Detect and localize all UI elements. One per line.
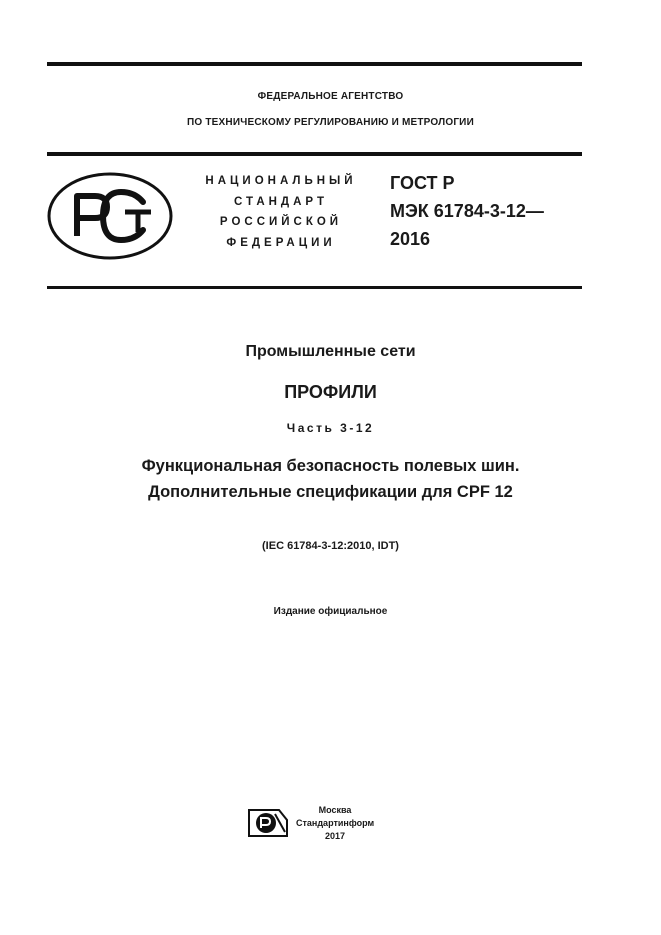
agency-name-line2: ПО ТЕХНИЧЕСКОМУ РЕГУЛИРОВАНИЮ И МЕТРОЛОГИИ [187, 117, 474, 128]
document-subtitle [0, 453, 661, 505]
top-rule [47, 62, 582, 66]
national-line-3: РОССИЙСКОЙ [219, 216, 343, 228]
designation-line-3: 2016 [390, 229, 431, 249]
document-title-line1: Промышленные сети [245, 343, 416, 360]
document-part: Часть 3-12 [286, 421, 375, 435]
subtitle-line-1: Функциональная безопасность полевых шин. [141, 457, 520, 475]
national-line-2: СТАНДАРТ [234, 195, 328, 208]
designation-line-2: МЭК 61784-3-12— [390, 201, 544, 221]
publisher-year: 2017 [324, 831, 346, 841]
middle-rule [47, 152, 582, 156]
gost-r-logo-icon [47, 172, 173, 260]
publisher-name: Стандартинформ [296, 818, 375, 828]
national-line-4: ФЕДЕРАЦИИ [226, 236, 336, 249]
publisher-block [296, 804, 374, 843]
international-reference: (IEC 61784-3-12:2010, IDT) [262, 540, 399, 552]
document-title-line2: ПРОФИЛИ [284, 382, 377, 402]
designation-line-1: ГОСТ Р [390, 173, 455, 193]
national-line-1: НАЦИОНАЛЬНЫЙ [205, 175, 357, 187]
agency-name-line1: ФЕДЕРАЛЬНОЕ АГЕНТСТВО [257, 91, 404, 102]
bottom-rule [47, 286, 582, 289]
edition-label: Издание официальное [273, 606, 388, 617]
subtitle-line-2: Дополнительные спецификации для CPF 12 [148, 483, 513, 501]
publisher-city: Москва [318, 805, 352, 815]
standartinform-logo-icon [247, 806, 289, 838]
national-standard-label [196, 171, 366, 253]
standard-designation [390, 169, 590, 253]
